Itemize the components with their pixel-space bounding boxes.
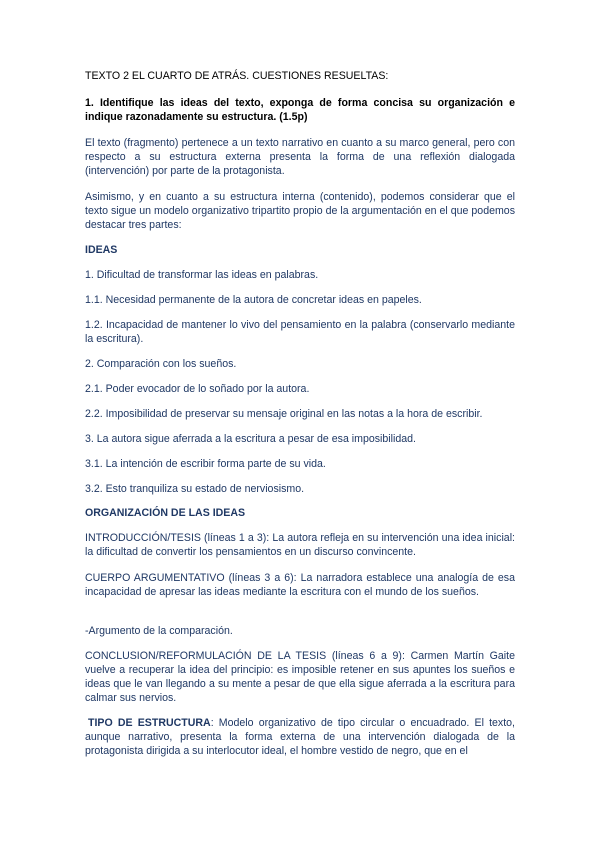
idea-item: 2.2. Imposibilidad de preservar su mensaje original en las notas a la hora de escribir. <box>85 408 483 420</box>
ideas-heading: IDEAS <box>85 244 118 256</box>
organization-heading: ORGANIZACIÓN DE LAS IDEAS <box>85 507 246 519</box>
organization-conclusion: CONCLUSION/REFORMULACIÓN DE LA TESIS (líneas 6 a 9): Carmen Martín Gaite vuelve a recuperar la idea del principio: es imposible retener en sus apuntes los sueños e ideas que le van llegando a su mente a pesar de que ella sigue aferrada a la escritura para calmar sus nervios. <box>85 650 515 704</box>
idea-item: 2. Comparación con los sueños. <box>85 358 237 370</box>
structure-type-label: TIPO DE ESTRUCTURA <box>88 717 211 729</box>
idea-item: 1.2. Incapacidad de mantener lo vivo del pensamiento en la palabra (conservarlo mediante la escritura). <box>85 319 515 345</box>
idea-item: 1.1. Necesidad permanente de la autora de concretar ideas en papeles. <box>85 294 422 306</box>
organization-introduction: INTRODUCCIÓN/TESIS (líneas 1 a 3): La autora refleja en su intervención una idea inicial: la dificultad de convertir los pensamientos en un discurso convincente. <box>85 532 515 558</box>
intro-paragraph-2: Asimismo, y en cuanto a su estructura interna (contenido), podemos considerar que el texto sigue un modelo organizativo tripartito propio de la argumentación en el que podemos destacar tres partes: <box>85 191 515 231</box>
structure-type-paragraph <box>85 716 515 758</box>
question-1: 1. Identifique las ideas del texto, exponga de forma concisa su organización e indique razonadamente su estructura. (1.5p) <box>85 97 515 123</box>
organization-body: CUERPO ARGUMENTATIVO (líneas 3 a 6): La narradora establece una analogía de esa incapacidad de apresar las ideas mediante la escritura con el mundo de los sueños. <box>85 572 515 598</box>
organization-argument: -Argumento de la comparación. <box>85 625 233 637</box>
idea-item: 3.2. Esto tranquiliza su estado de nerviosismo. <box>85 483 305 495</box>
idea-item: 1. Dificultad de transformar las ideas en palabras. <box>85 269 319 281</box>
document-title: TEXTO 2 EL CUARTO DE ATRÁS. CUESTIONES RESUELTAS: <box>85 70 389 82</box>
idea-item: 3. La autora sigue aferrada a la escritura a pesar de esa imposibilidad. <box>85 433 416 445</box>
idea-item: 2.1. Poder evocador de lo soñado por la autora. <box>85 383 310 395</box>
structure-type-text: : Modelo organizativo de tipo circular o encuadrado. El texto, aunque narrativo, presenta la forma externa de una intervención dialogada de la protagonista dirigida a su interlocutor ideal, el hombre vestido de negro, que en el <box>85 717 515 757</box>
idea-item: 3.1. La intención de escribir forma parte de su vida. <box>85 458 326 470</box>
intro-paragraph-1: El texto (fragmento) pertenece a un texto narrativo en cuanto a su marco general, pero con respecto a su estructura externa presenta la forma de una reflexión dialogada (intervención) por parte de la protagonista. <box>85 137 515 177</box>
